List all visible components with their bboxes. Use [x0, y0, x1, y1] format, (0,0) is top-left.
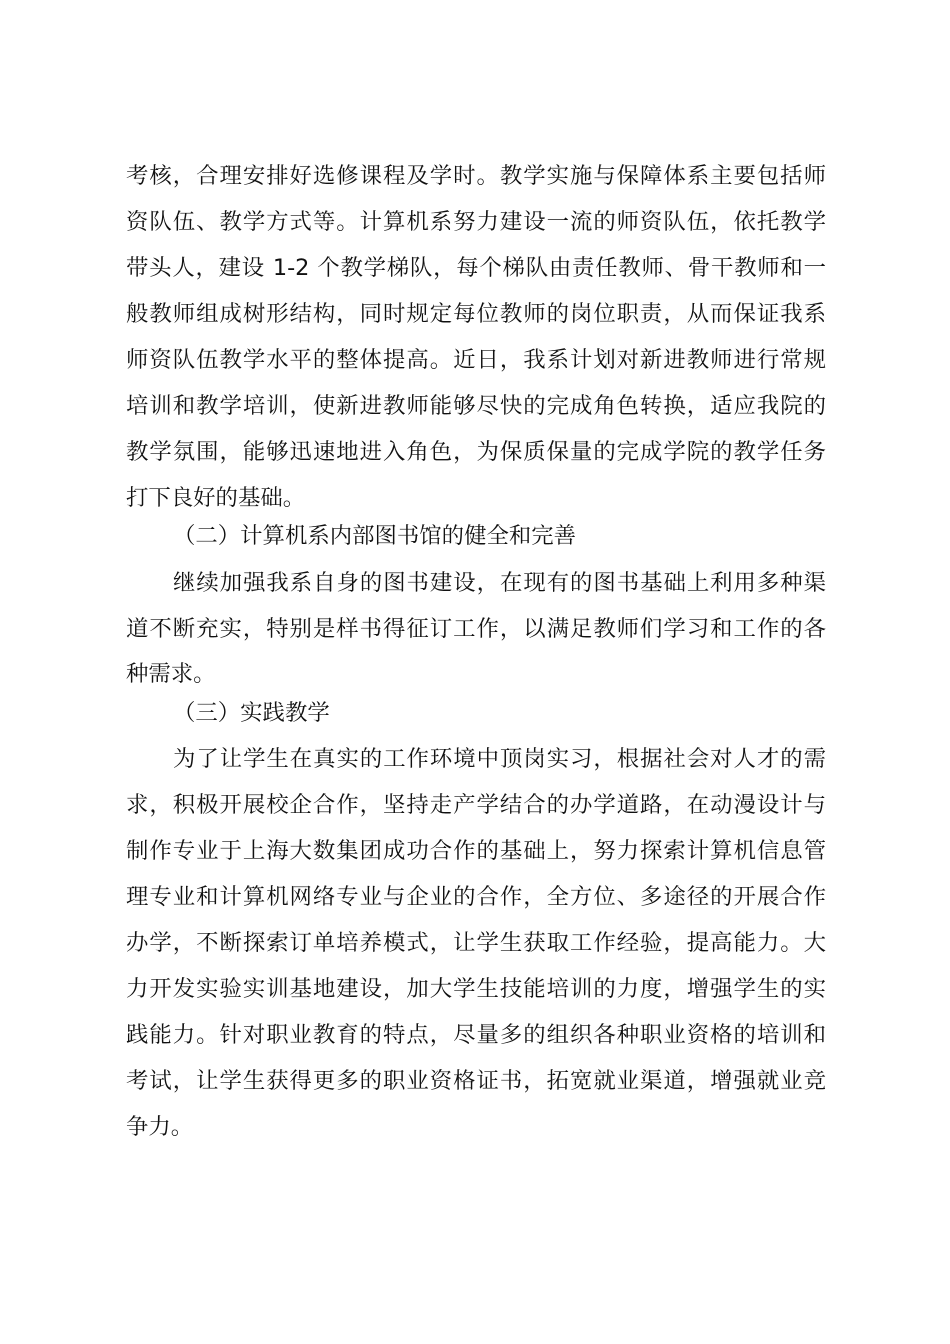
text-line: 道不断充实，特别是样书得征订工作，以满足教师们学习和工作的各 [126, 616, 826, 642]
text-line: 师资队伍教学水平的整体提高。近日，我系计划对新进教师进行常规 [126, 347, 826, 373]
text-line: 培训和教学培训，使新进教师能够尽快的完成角色转换，适应我院的 [126, 393, 826, 419]
text-line: 打下良好的基础。 [126, 485, 306, 511]
text-line: 制作专业于上海大数集团成功合作的基础上，努力探索计算机信息管 [126, 838, 826, 864]
text-line: 求，积极开展校企合作，坚持走产学结合的办学道路，在动漫设计与 [126, 792, 826, 818]
text-line: 理专业和计算机网络专业与企业的合作，全方位、多途径的开展合作 [126, 884, 826, 910]
text-line: 争力。 [126, 1114, 194, 1140]
text-line: 种需求。 [126, 661, 216, 687]
text-line: 办学，不断探索订单培养模式，让学生获取工作经验，提高能力。大 [126, 930, 826, 956]
text-line: 带头人，建设 1-2 个教学梯队，每个梯队由责任教师、骨干教师和一 [126, 255, 826, 281]
text-line: 践能力。针对职业教育的特点，尽量多的组织各种职业资格的培训和 [126, 1022, 826, 1048]
text-line: 资队伍、教学方式等。计算机系努力建设一流的师资队伍，依托教学 [126, 209, 826, 235]
section-heading-library: （二）计算机系内部图书馆的健全和完善 [173, 523, 577, 549]
text-line: 教学氛围，能够迅速地进入角色，为保质保量的完成学院的教学任务 [126, 439, 826, 465]
text-line: 为了让学生在真实的工作环境中顶岗实习，根据社会对人才的需 [173, 746, 826, 772]
text-line: 考试，让学生获得更多的职业资格证书，拓宽就业渠道，增强就业竞 [126, 1068, 826, 1094]
text-line: 考核，合理安排好选修课程及学时。教学实施与保障体系主要包括师 [126, 163, 826, 189]
text-line: 力开发实验实训基地建设，加大学生技能培训的力度，增强学生的实 [126, 976, 826, 1002]
text-line: 般教师组成树形结构，同时规定每位教师的岗位职责，从而保证我系 [126, 301, 826, 327]
text-line: 继续加强我系自身的图书建设，在现有的图书基础上利用多种渠 [173, 570, 826, 596]
section-heading-practice: （三）实践教学 [173, 700, 330, 726]
